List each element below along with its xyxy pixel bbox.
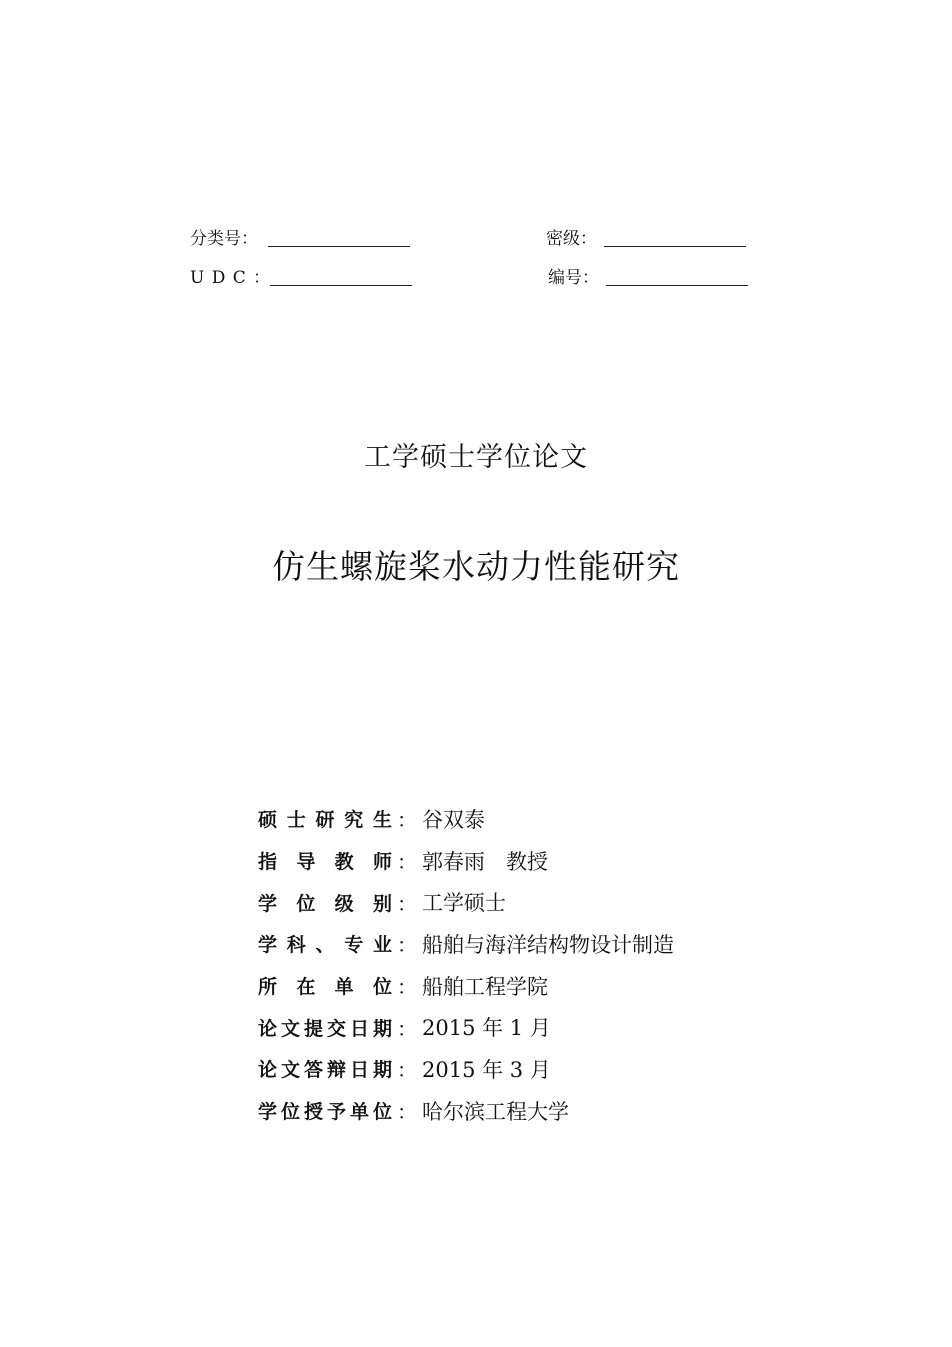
serial-blank: [606, 285, 748, 286]
info-value: 船舶与海洋结构物设计制造: [422, 932, 674, 957]
info-label: 所在单位: [258, 976, 392, 999]
info-value: 船舶工程学院: [422, 974, 548, 999]
info-colon: ：: [397, 933, 417, 958]
classification-blank: [268, 246, 410, 247]
info-value: 2015 年 1 月: [422, 1016, 551, 1041]
info-row-student: [258, 798, 858, 840]
info-colon: ：: [397, 891, 417, 916]
info-row-submission-date: [258, 1006, 858, 1048]
info-value: 哈尔滨工程大学: [422, 1099, 569, 1124]
secrecy-label: 密级：: [546, 229, 597, 249]
thesis-title: 仿生螺旋桨水动力性能研究: [272, 547, 680, 586]
udc-label: U D C ：: [190, 268, 272, 288]
info-colon: ：: [397, 1016, 417, 1041]
info-label: 硕士研究生: [258, 809, 392, 832]
info-label: 论文提交日期: [258, 1017, 392, 1040]
degree-type-heading: 工学硕士学位论文: [364, 442, 588, 473]
info-value: 谷双泰: [422, 807, 485, 832]
info-label: 学位级别: [258, 892, 392, 915]
info-row-degree-level: [258, 881, 858, 923]
info-label: 学位授予单位: [258, 1101, 392, 1124]
info-value: 郭春雨 教授: [422, 849, 548, 874]
info-label: 论文答辩日期: [258, 1059, 392, 1082]
info-colon: ：: [397, 1058, 417, 1083]
serial-label: 编号：: [548, 268, 599, 288]
info-label: 指导教师: [258, 851, 392, 874]
info-colon: ：: [397, 850, 417, 875]
info-colon: ：: [397, 808, 417, 833]
classification-label: 分类号：: [190, 229, 258, 249]
info-colon: ：: [397, 1100, 417, 1125]
info-row-granting-institution: [258, 1090, 858, 1132]
info-value: 2015 年 3 月: [422, 1057, 551, 1082]
info-row-defense-date: [258, 1048, 858, 1090]
info-label: 学科、专业: [258, 934, 392, 957]
thesis-info-list: [258, 798, 858, 1132]
info-row-unit: [258, 965, 858, 1007]
udc-blank: [270, 285, 412, 286]
info-row-advisor: [258, 840, 858, 882]
info-value: 工学硕士: [422, 891, 506, 916]
secrecy-blank: [604, 246, 746, 247]
info-row-major: [258, 923, 858, 965]
info-colon: ：: [397, 975, 417, 1000]
